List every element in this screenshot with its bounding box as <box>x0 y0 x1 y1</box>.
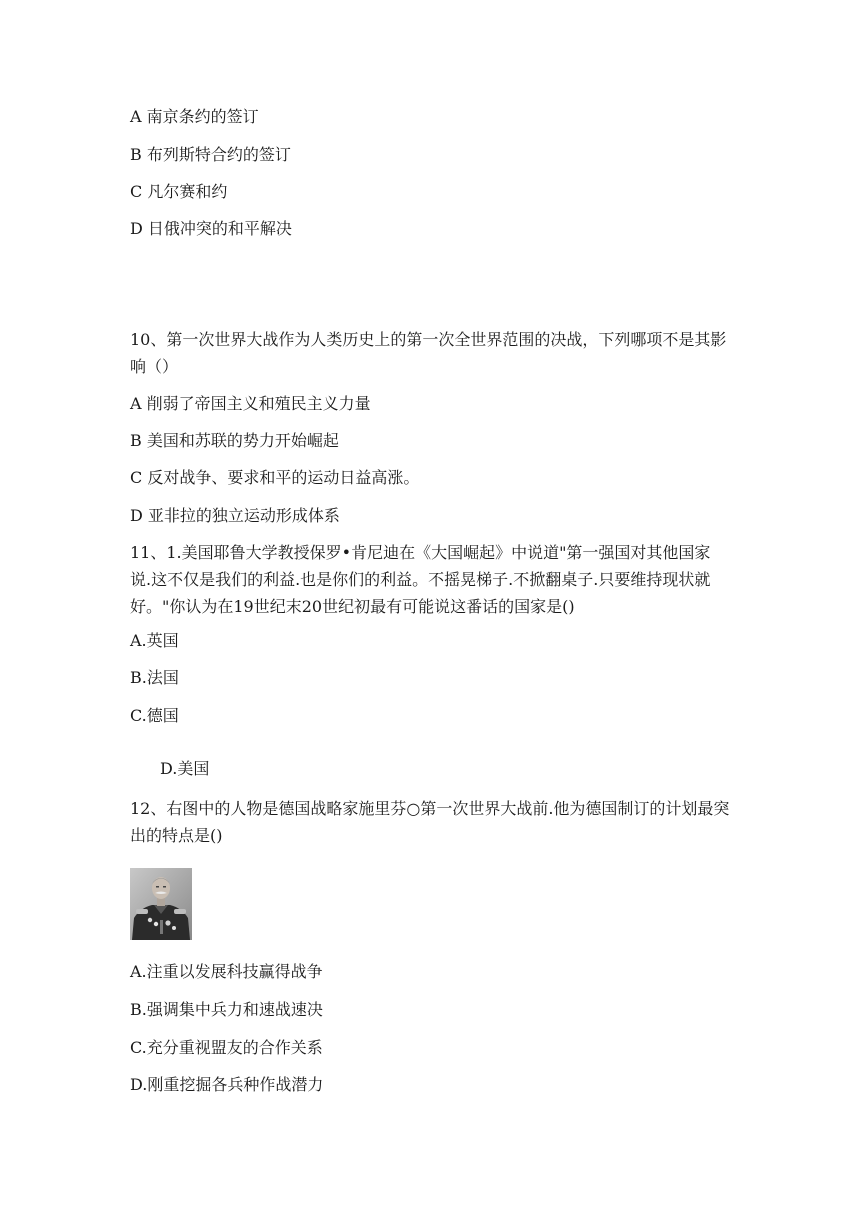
q10-option-b: B 美国和苏联的势力开始崛起 <box>130 431 339 450</box>
q9-option-d: D 日俄冲突的和平解决 <box>130 219 292 238</box>
q9-option-b: B 布列斯特合约的签订 <box>130 145 291 164</box>
q11-option-d: D.美国 <box>160 759 210 778</box>
q10-option-c: C 反对战争、要求和平的运动日益高涨。 <box>130 468 420 487</box>
q12-option-d: D.刚重挖掘各兵种作战潜力 <box>130 1075 324 1094</box>
q9-option-c: C 凡尔赛和约 <box>130 182 228 201</box>
schlieffen-portrait-photo <box>130 868 192 940</box>
q12-option-c: C.充分重视盟友的合作关系 <box>130 1038 323 1057</box>
q12-stem: 12、右图中的人物是德国战略家施里芬○第一次世界大战前.他为德国制订的计划最突出的特点是() <box>130 799 730 845</box>
q10-option-d: D 亚非拉的独立运动形成体系 <box>130 506 340 525</box>
q11-option-b: B.法国 <box>130 668 179 687</box>
q11-stem: 11、1.美国耶鲁大学教授保罗•肯尼迪在《大国崛起》中说道"第一强国对其他国家说.这不仅是我们的利益.也是你们的利益。不摇晃梯子.不掀翻桌子.只要维持现状就好。"你认为在19世纪末20世纪初最有可能说这番话的国家是() <box>130 543 711 616</box>
q11-option-c: C.德国 <box>130 706 179 725</box>
q10-stem: 10、第一次世界大战作为人类历史上的第一次全世界范围的决战，下列哪项不是其影响（） <box>130 330 727 376</box>
q12-option-b: B.强调集中兵力和速战速决 <box>130 1000 323 1019</box>
q9-option-a: A 南京条约的签订 <box>130 107 259 126</box>
q12-option-a: A.注重以发展科技赢得战争 <box>130 962 323 981</box>
q10-option-a: A 削弱了帝国主义和殖民主义力量 <box>130 394 371 413</box>
q11-option-a: A.英国 <box>130 631 179 650</box>
